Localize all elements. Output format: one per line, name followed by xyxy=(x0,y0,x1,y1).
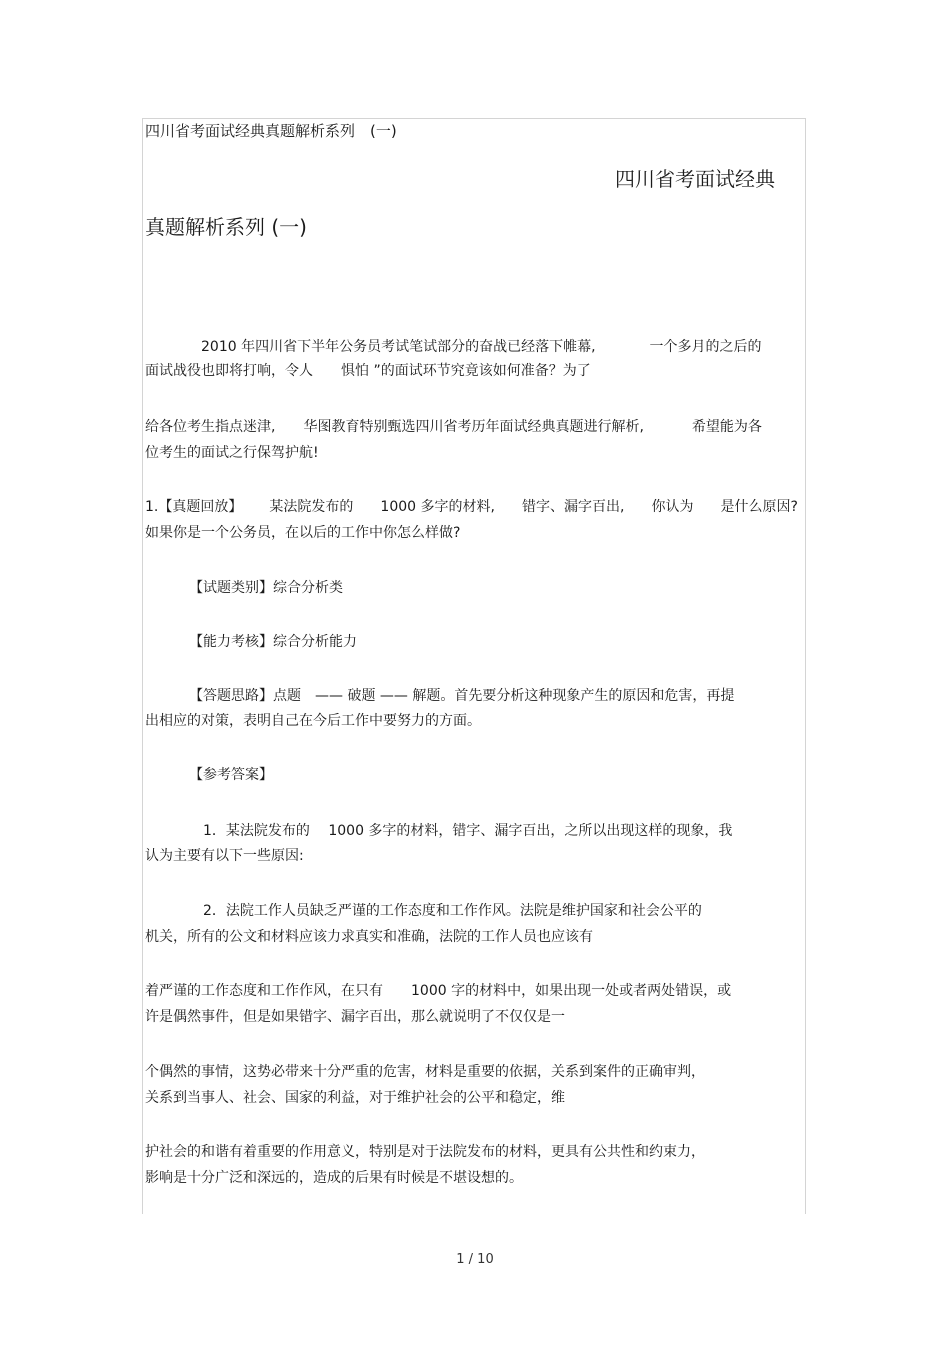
ability-assessment: 【能力考核】综合分析能力 xyxy=(189,634,357,650)
question-1-line-1 xyxy=(145,498,798,516)
running-header: 四川省考面试经典真题解析系列 (一) xyxy=(145,122,397,140)
answer-2-line-8: 影响是十分广泛和深远的，造成的后果有时候是不堪设想的。 xyxy=(145,1170,523,1186)
title-line-1: 四川省考面试经典 xyxy=(615,167,775,191)
intro-3a: 给各位考生指点迷津, xyxy=(145,419,276,435)
answer-2-line-1: 2．法院工作人员缺乏严谨的工作态度和工作作风。法院是维护国家和社会公平的 xyxy=(203,903,702,919)
answer-1-line-2: 认为主要有以下一些原因: xyxy=(145,848,304,864)
answer-2-line-5: 个偶然的事情，这势必带来十分严重的危害，材料是重要的依据，关系到案件的正确审判， xyxy=(145,1064,705,1080)
intro-1a: 2010 年四川省下半年公务员考试笔试部分的奋战已经落下帷幕, xyxy=(201,339,596,355)
intro-line-1 xyxy=(145,338,762,356)
page-frame xyxy=(142,118,806,1214)
answer-2-line-2: 机关，所有的公文和材料应该力求真实和准确，法院的工作人员也应该有 xyxy=(145,929,593,945)
page-number: 1 / 10 xyxy=(456,1252,494,1267)
q1-a: 1.【真题回放】 xyxy=(145,499,243,515)
answer-2-line-3: 着严谨的工作态度和工作作风，在只有 1000 字的材料中，如果出现一处或者两处错误，或 xyxy=(145,983,732,999)
intro-line-2: 面试战役也即将打响，令人 惧怕 ”的面试环节究竟该如何准备？为了 xyxy=(145,363,591,379)
q1-d: 错字、漏字百出, xyxy=(521,499,625,515)
intro-line-4: 位考生的面试之行保驾护航! xyxy=(145,445,319,461)
answer-2-line-4: 许是偶然事件，但是如果错字、漏字百出，那么就说明了不仅仅是一 xyxy=(145,1009,565,1025)
answer-1-line-1: 1．某法院发布的 1000 多字的材料，错字、漏字百出，之所以出现这样的现象，我 xyxy=(203,823,733,839)
thinking-line-1: 【答题思路】点题 —— 破题 —— 解题。首先要分析这种现象产生的原因和危害，再提 xyxy=(189,688,735,704)
question-category: 【试题类别】综合分析类 xyxy=(189,580,343,596)
answer-2-line-7: 护社会的和谐有着重要的作用意义，特别是对于法院发布的材料，更具有公共性和约束力， xyxy=(145,1144,705,1160)
intro-3c: 希望能为各 xyxy=(691,419,762,435)
question-1-line-2: 如果你是一个公务员，在以后的工作中你怎么样做? xyxy=(145,525,461,541)
intro-3b: 华图教育特别甄选四川省考历年面试经典真题进行解析, xyxy=(303,419,644,435)
q1-e: 你认为 xyxy=(651,499,694,515)
answer-2-line-6: 关系到当事人、社会、国家的利益，对于维护社会的公平和稳定，维 xyxy=(145,1090,565,1106)
q1-b: 某法院发布的 xyxy=(269,499,354,515)
intro-1b: 一个多月的之后的 xyxy=(649,339,762,355)
q1-f: 是什么原因? xyxy=(720,499,798,515)
intro-line-3 xyxy=(145,418,762,436)
thinking-line-2: 出相应的对策，表明自己在今后工作中要努力的方面。 xyxy=(145,713,481,729)
title-line-2: 真题解析系列 (一) xyxy=(145,215,307,239)
q1-c: 1000 多字的材料, xyxy=(380,499,495,515)
reference-answer-heading: 【参考答案】 xyxy=(189,767,273,783)
